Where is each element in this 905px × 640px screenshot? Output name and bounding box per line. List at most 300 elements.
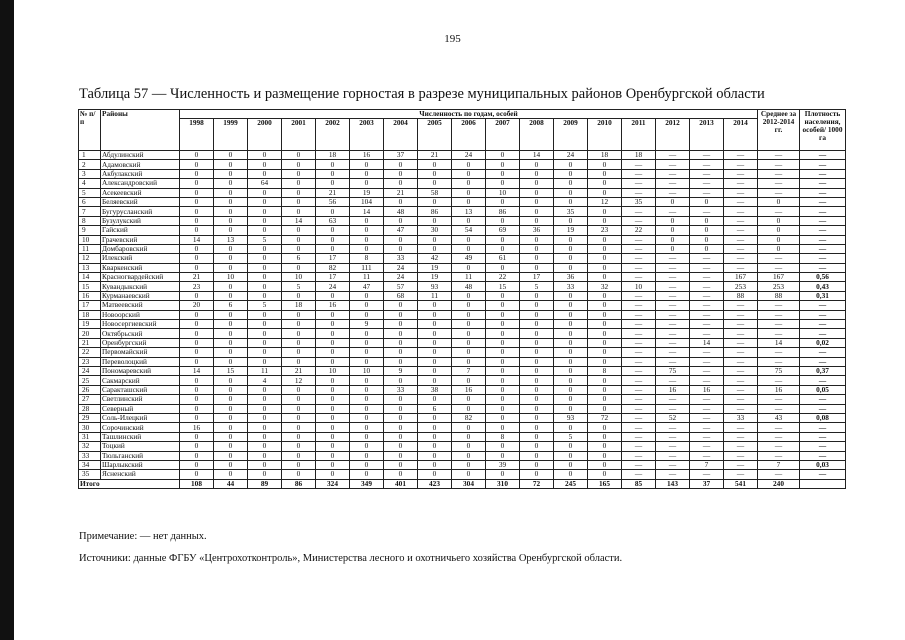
cell-value: 30 <box>418 226 452 235</box>
cell-value: — <box>800 357 846 366</box>
cell-value: 19 <box>350 188 384 197</box>
cell-value: 0 <box>520 179 554 188</box>
header-year: 2002 <box>316 119 350 151</box>
cell-value: — <box>622 404 656 413</box>
cell-value: 0 <box>554 385 588 394</box>
total-value: 240 <box>758 479 800 488</box>
cell-value: 0 <box>214 338 248 347</box>
cell-value: 24 <box>384 273 418 282</box>
row-number: 32 <box>79 442 101 451</box>
cell-value: 0 <box>350 470 384 479</box>
cell-value: — <box>690 179 724 188</box>
cell-value: 0 <box>384 338 418 347</box>
cell-value: 0 <box>316 423 350 432</box>
cell-value: — <box>656 404 690 413</box>
cell-value: 0 <box>248 160 282 169</box>
cell-value: 0 <box>214 432 248 441</box>
cell-value: 6 <box>418 404 452 413</box>
cell-value: 23 <box>588 226 622 235</box>
district-name: Тоцкий <box>101 442 180 451</box>
cell-value: 0 <box>452 169 486 178</box>
cell-value: 0 <box>384 432 418 441</box>
cell-value: — <box>622 348 656 357</box>
cell-value: — <box>690 423 724 432</box>
district-name: Кувандыкский <box>101 282 180 291</box>
cell-value: — <box>724 385 758 394</box>
cell-value: 0 <box>248 310 282 319</box>
cell-value: 0 <box>248 254 282 263</box>
cell-value: 0 <box>384 160 418 169</box>
cell-value: 0 <box>384 235 418 244</box>
cell-value: 0 <box>588 301 622 310</box>
cell-value: 0 <box>656 226 690 235</box>
total-value: 37 <box>690 479 724 488</box>
district-name: Шарлыкский <box>101 460 180 469</box>
cell-value: — <box>724 329 758 338</box>
cell-value: 0,05 <box>800 385 846 394</box>
cell-value: 0 <box>656 197 690 206</box>
table-row <box>79 235 846 244</box>
cell-value: 0 <box>486 338 520 347</box>
cell-value: 0 <box>418 470 452 479</box>
cell-value: 0 <box>180 338 214 347</box>
cell-value: — <box>622 216 656 225</box>
district-name: Сакмарский <box>101 376 180 385</box>
cell-value: — <box>724 470 758 479</box>
cell-value: 14 <box>520 151 554 160</box>
row-number: 18 <box>79 310 101 319</box>
cell-value: 0 <box>758 197 800 206</box>
table-row <box>79 301 846 310</box>
cell-value: 0 <box>384 197 418 206</box>
cell-value: — <box>690 207 724 216</box>
cell-value: 0 <box>520 442 554 451</box>
cell-value: — <box>800 395 846 404</box>
cell-value: 0 <box>282 263 316 272</box>
table-row <box>79 366 846 375</box>
cell-value: 0 <box>520 385 554 394</box>
cell-value: 10 <box>486 188 520 197</box>
cell-value: 0 <box>486 291 520 300</box>
cell-value: 48 <box>384 207 418 216</box>
table-caption: Таблица 57 — Численность и размещение горностая в разрезе муниципальных районов Оренбургской области <box>79 86 765 102</box>
cell-value: 0 <box>350 160 384 169</box>
cell-value: 0 <box>520 460 554 469</box>
district-name: Бугурусланский <box>101 207 180 216</box>
cell-value: — <box>656 460 690 469</box>
cell-value: — <box>690 376 724 385</box>
header-row-1 <box>79 110 846 119</box>
cell-value: 5 <box>282 282 316 291</box>
header-row-years <box>79 119 846 151</box>
cell-value: 0 <box>452 376 486 385</box>
cell-value: 0 <box>384 460 418 469</box>
cell-value: 0 <box>282 310 316 319</box>
header-year: 2003 <box>350 119 384 151</box>
cell-value: — <box>656 263 690 272</box>
cell-value: 0 <box>588 432 622 441</box>
cell-value: — <box>724 338 758 347</box>
cell-value: 15 <box>486 282 520 291</box>
cell-value: — <box>724 207 758 216</box>
cell-value: 0 <box>180 413 214 422</box>
cell-value: 32 <box>588 282 622 291</box>
cell-value: 0 <box>282 451 316 460</box>
cell-value: 0 <box>520 263 554 272</box>
header-year: 2000 <box>248 119 282 151</box>
cell-value: 0 <box>214 254 248 263</box>
cell-value: — <box>656 376 690 385</box>
row-number: 27 <box>79 395 101 404</box>
table-row <box>79 423 846 432</box>
cell-value: 0 <box>418 320 452 329</box>
cell-value: 0 <box>350 244 384 253</box>
cell-value: 0 <box>180 310 214 319</box>
cell-value: — <box>622 451 656 460</box>
cell-value: — <box>656 301 690 310</box>
cell-value: 0 <box>248 263 282 272</box>
cell-value: 7 <box>690 460 724 469</box>
header-year: 2005 <box>418 119 452 151</box>
cell-value: 0 <box>452 432 486 441</box>
cell-value: 0 <box>282 226 316 235</box>
cell-value: 0 <box>180 460 214 469</box>
cell-value: 0 <box>214 197 248 206</box>
cell-value: 0 <box>452 188 486 197</box>
cell-value: 0 <box>282 413 316 422</box>
cell-value: 15 <box>214 366 248 375</box>
cell-value: 0 <box>282 188 316 197</box>
cell-value: — <box>690 348 724 357</box>
district-name: Александровский <box>101 179 180 188</box>
cell-value: 14 <box>690 338 724 347</box>
cell-value: 0 <box>452 244 486 253</box>
cell-value: 0 <box>588 263 622 272</box>
cell-value: 0 <box>282 244 316 253</box>
cell-value: 0 <box>350 329 384 338</box>
cell-value: 0,02 <box>800 338 846 347</box>
cell-value: — <box>656 357 690 366</box>
cell-value: 0 <box>180 169 214 178</box>
cell-value: 0 <box>452 357 486 366</box>
cell-value: 0 <box>588 376 622 385</box>
cell-value: 0,03 <box>800 460 846 469</box>
cell-value: 0 <box>588 442 622 451</box>
cell-value: — <box>690 151 724 160</box>
cell-value: — <box>622 442 656 451</box>
cell-value: 0 <box>248 282 282 291</box>
cell-value: — <box>724 432 758 441</box>
cell-value: — <box>724 235 758 244</box>
cell-value: — <box>656 395 690 404</box>
table-row <box>79 451 846 460</box>
total-row <box>79 479 846 488</box>
header-year: 2012 <box>656 119 690 151</box>
cell-value: 21 <box>282 366 316 375</box>
district-name: Светлинский <box>101 395 180 404</box>
cell-value: — <box>622 179 656 188</box>
cell-value: 0 <box>588 423 622 432</box>
cell-value: 82 <box>316 263 350 272</box>
table-row <box>79 263 846 272</box>
district-name: Тюльганский <box>101 451 180 460</box>
cell-value: — <box>656 423 690 432</box>
cell-value: — <box>800 179 846 188</box>
cell-value: 0 <box>418 244 452 253</box>
cell-value: 38 <box>418 385 452 394</box>
cell-value: 88 <box>758 291 800 300</box>
cell-value: 10 <box>214 273 248 282</box>
row-number: 6 <box>79 197 101 206</box>
cell-value: 0 <box>486 160 520 169</box>
cell-value: 111 <box>350 263 384 272</box>
cell-value: 17 <box>520 273 554 282</box>
cell-value: 0 <box>282 235 316 244</box>
cell-value: 11 <box>350 273 384 282</box>
cell-value: 0 <box>350 404 384 413</box>
table-body <box>79 151 846 489</box>
district-name: Асекеевский <box>101 188 180 197</box>
row-number: 33 <box>79 451 101 460</box>
cell-value: — <box>690 432 724 441</box>
header-year: 2008 <box>520 119 554 151</box>
cell-value: 0,31 <box>800 291 846 300</box>
cell-value: 0 <box>350 432 384 441</box>
cell-value: 0 <box>282 338 316 347</box>
cell-value: — <box>724 179 758 188</box>
cell-value: 14 <box>180 366 214 375</box>
cell-value: 0 <box>384 329 418 338</box>
cell-value: 0 <box>486 366 520 375</box>
cell-value: 0 <box>588 310 622 319</box>
cell-value: 0 <box>384 413 418 422</box>
cell-value: 0 <box>452 235 486 244</box>
cell-value: 0 <box>248 413 282 422</box>
row-number: 29 <box>79 413 101 422</box>
cell-value: — <box>758 329 800 338</box>
cell-value: — <box>758 310 800 319</box>
cell-value: 0 <box>180 432 214 441</box>
cell-value: 0 <box>588 207 622 216</box>
cell-value: — <box>622 310 656 319</box>
cell-value: 10 <box>282 273 316 282</box>
cell-value: — <box>758 263 800 272</box>
row-number: 11 <box>79 244 101 253</box>
header-year: 2007 <box>486 119 520 151</box>
cell-value: 0 <box>350 413 384 422</box>
cell-value: 0 <box>180 357 214 366</box>
cell-value: 0 <box>214 404 248 413</box>
table-row <box>79 460 846 469</box>
cell-value: 0 <box>350 310 384 319</box>
cell-value: 0 <box>520 366 554 375</box>
row-number: 35 <box>79 470 101 479</box>
table-row <box>79 197 846 206</box>
table-row <box>79 254 846 263</box>
cell-value: 0 <box>350 423 384 432</box>
cell-value: 0 <box>452 179 486 188</box>
cell-value: 10 <box>622 282 656 291</box>
table-row <box>79 226 846 235</box>
cell-value: — <box>758 207 800 216</box>
cell-value: 0 <box>588 395 622 404</box>
cell-value: 0 <box>384 442 418 451</box>
cell-value: 0 <box>350 348 384 357</box>
cell-value: 23 <box>180 282 214 291</box>
cell-value: 0 <box>350 338 384 347</box>
total-value: 85 <box>622 479 656 488</box>
row-number: 2 <box>79 160 101 169</box>
cell-value: 0 <box>486 179 520 188</box>
cell-value: 0 <box>282 291 316 300</box>
table-row <box>79 310 846 319</box>
cell-value: 0 <box>282 395 316 404</box>
cell-value: 0 <box>316 451 350 460</box>
cell-value: 0 <box>316 348 350 357</box>
cell-value: 47 <box>350 282 384 291</box>
table-row <box>79 329 846 338</box>
cell-value: 0 <box>758 244 800 253</box>
cell-value: 0 <box>520 357 554 366</box>
cell-value: 0 <box>486 197 520 206</box>
cell-value: — <box>690 470 724 479</box>
cell-value: 0 <box>316 404 350 413</box>
cell-value: 33 <box>384 254 418 263</box>
cell-value: 0 <box>248 404 282 413</box>
cell-value: 0 <box>588 329 622 338</box>
cell-value: 16 <box>656 385 690 394</box>
cell-value: 0 <box>656 216 690 225</box>
total-value: 423 <box>418 479 452 488</box>
cell-value: 0 <box>588 188 622 197</box>
cell-value: 0 <box>384 320 418 329</box>
cell-value: 0 <box>282 404 316 413</box>
cell-value: 0 <box>316 338 350 347</box>
cell-value: 58 <box>418 188 452 197</box>
cell-value: — <box>724 460 758 469</box>
cell-value: 64 <box>248 179 282 188</box>
row-number: 22 <box>79 348 101 357</box>
cell-value: — <box>622 413 656 422</box>
cell-value: 0 <box>248 329 282 338</box>
cell-value: 19 <box>554 226 588 235</box>
cell-value: 0 <box>452 197 486 206</box>
cell-value: 0 <box>180 254 214 263</box>
cell-value: 0 <box>588 451 622 460</box>
cell-value: — <box>622 273 656 282</box>
cell-value: 0 <box>486 376 520 385</box>
cell-value: 0 <box>452 329 486 338</box>
cell-value: — <box>656 207 690 216</box>
cell-value: 0 <box>588 460 622 469</box>
cell-value: — <box>690 310 724 319</box>
cell-value: 5 <box>554 432 588 441</box>
cell-value: 0,37 <box>800 366 846 375</box>
cell-value: 0 <box>214 413 248 422</box>
cell-value: 21 <box>384 188 418 197</box>
cell-value: 0 <box>316 357 350 366</box>
cell-value: 0 <box>384 244 418 253</box>
cell-value: 22 <box>622 226 656 235</box>
cell-value: — <box>622 366 656 375</box>
cell-value: 13 <box>214 235 248 244</box>
cell-value: 5 <box>248 301 282 310</box>
table-row <box>79 151 846 160</box>
cell-value: — <box>690 160 724 169</box>
total-value: 89 <box>248 479 282 488</box>
cell-value: — <box>724 442 758 451</box>
cell-value: 0 <box>248 442 282 451</box>
cell-value: — <box>656 188 690 197</box>
cell-value: — <box>690 291 724 300</box>
row-number: 26 <box>79 385 101 394</box>
cell-value: 0,08 <box>800 413 846 422</box>
cell-value: — <box>758 254 800 263</box>
cell-value: 4 <box>248 376 282 385</box>
cell-value: 18 <box>588 151 622 160</box>
table-row <box>79 169 846 178</box>
cell-value: 0 <box>554 263 588 272</box>
cell-value: 11 <box>248 366 282 375</box>
cell-value: 0 <box>486 395 520 404</box>
header-district: Районы <box>101 110 180 151</box>
row-number: 9 <box>79 226 101 235</box>
cell-value: — <box>724 348 758 357</box>
cell-value: 0 <box>180 376 214 385</box>
cell-value: 10 <box>350 366 384 375</box>
cell-value: 0 <box>418 460 452 469</box>
cell-value: — <box>690 263 724 272</box>
cell-value: 0 <box>214 385 248 394</box>
cell-value: — <box>800 263 846 272</box>
cell-value: — <box>724 320 758 329</box>
row-number: 4 <box>79 179 101 188</box>
cell-value: 0 <box>180 151 214 160</box>
cell-value: — <box>758 442 800 451</box>
cell-value: 36 <box>520 226 554 235</box>
cell-value: 0 <box>554 338 588 347</box>
cell-value: 0 <box>452 423 486 432</box>
header-year: 2014 <box>724 119 758 151</box>
cell-value: — <box>656 338 690 347</box>
cell-value: 37 <box>384 151 418 160</box>
cell-value: — <box>690 366 724 375</box>
cell-value: 0 <box>180 470 214 479</box>
cell-value: 0 <box>282 160 316 169</box>
cell-value: 0 <box>350 451 384 460</box>
cell-value: 0 <box>282 197 316 206</box>
cell-value: 0 <box>384 376 418 385</box>
cell-value: 0 <box>554 357 588 366</box>
cell-value: 48 <box>452 282 486 291</box>
cell-value: 69 <box>486 226 520 235</box>
district-name: Ясненский <box>101 470 180 479</box>
cell-value: 33 <box>554 282 588 291</box>
cell-value: 0 <box>486 470 520 479</box>
cell-value: 0 <box>520 254 554 263</box>
cell-value: 75 <box>656 366 690 375</box>
total-value: 401 <box>384 479 418 488</box>
cell-value: 0 <box>554 442 588 451</box>
cell-value: 0 <box>248 244 282 253</box>
cell-value: 0 <box>316 395 350 404</box>
cell-value: 35 <box>622 197 656 206</box>
total-value <box>800 479 846 488</box>
cell-value: 0 <box>316 169 350 178</box>
cell-value: 0,43 <box>800 282 846 291</box>
cell-value: 253 <box>724 282 758 291</box>
cell-value: 0 <box>248 451 282 460</box>
